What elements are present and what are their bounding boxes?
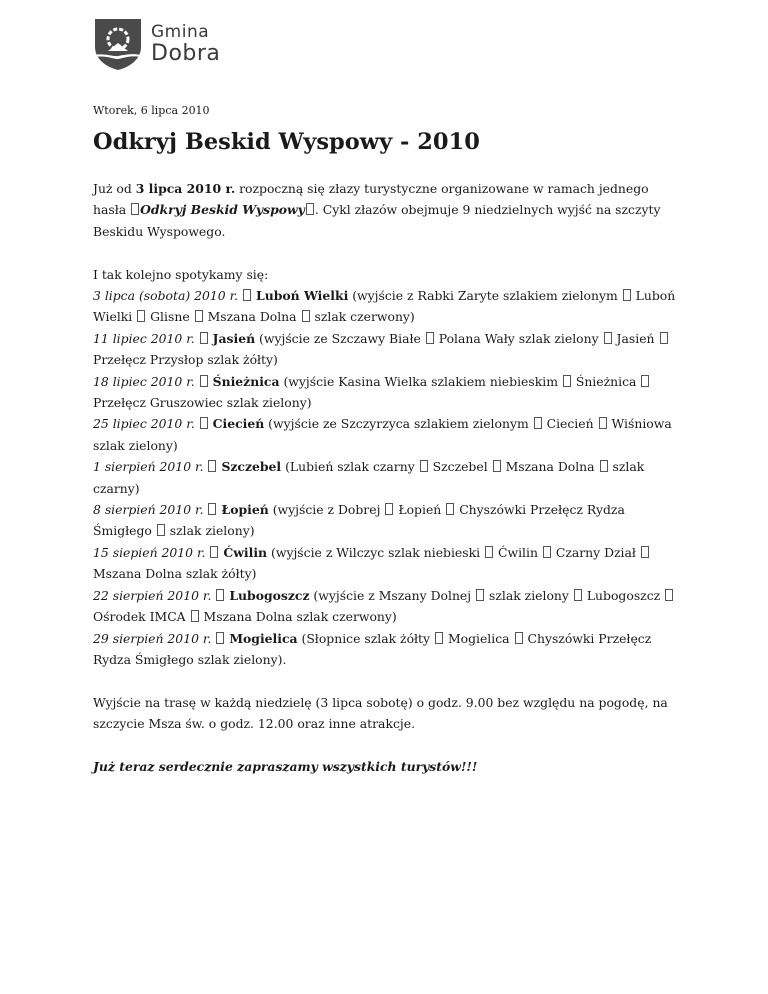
- schedule-route-stop: szlak czerwony): [314, 309, 415, 325]
- missing-glyph-icon: [515, 632, 523, 644]
- missing-glyph-icon: [476, 589, 484, 601]
- missing-glyph-icon: [131, 203, 139, 215]
- schedule-route-stop: Mszana Dolna: [505, 459, 595, 475]
- article-date: Wtorek, 6 lipca 2010: [93, 104, 210, 117]
- schedule-peak: Lubogoszcz: [229, 587, 310, 603]
- schedule-route-stop: Ćwilin: [497, 544, 538, 560]
- schedule-route-stop: Mogielica: [447, 630, 510, 646]
- missing-glyph-icon: [534, 417, 542, 429]
- missing-glyph-icon: [623, 289, 631, 301]
- schedule-item: [93, 499, 683, 542]
- schedule-desc: (Słopnice szlak żółty: [297, 630, 434, 646]
- schedule-item: [93, 585, 683, 628]
- article-body: [93, 178, 683, 777]
- schedule-desc: (wyjście z Rabki Zaryte szlakiem zielonym: [348, 288, 622, 304]
- missing-glyph-icon: [435, 632, 443, 644]
- schedule-date: 8 sierpień 2010 r.: [93, 502, 204, 518]
- schedule-item: [93, 456, 683, 499]
- schedule-route-stop: szlak zielony): [169, 523, 255, 539]
- missing-glyph-icon: [306, 203, 314, 215]
- schedule-desc: (wyjście Kasina Wielka szlakiem niebieskim: [279, 373, 562, 389]
- closing-text: Już teraz serdecznie zapraszamy wszystkich turystów!!!: [93, 758, 478, 774]
- schedule-desc: (Lubień szlak czarny: [281, 459, 419, 475]
- missing-glyph-icon: [665, 589, 673, 601]
- schedule-route-stop: Lubogoszcz: [586, 587, 661, 603]
- missing-glyph-icon: [426, 332, 434, 344]
- schedule-peak: Ciecień: [212, 416, 265, 432]
- schedule-route-stop: Czarny Dział: [555, 544, 636, 560]
- schedule-intro: I tak kolejno spotykamy się:: [93, 266, 269, 282]
- missing-glyph-icon: [200, 332, 208, 344]
- schedule-peak: Śnieżnica: [212, 373, 280, 389]
- article-title: Odkryj Beskid Wyspowy - 2010: [93, 129, 480, 155]
- missing-glyph-icon: [641, 546, 649, 558]
- schedule-desc: (wyjście z Mszany Dolnej: [309, 587, 476, 603]
- intro-slogan: Odkryj Beskid Wyspowy: [140, 202, 305, 218]
- schedule-route-stop: Łopień: [398, 502, 442, 518]
- missing-glyph-icon: [641, 375, 649, 387]
- schedule-item: [93, 371, 683, 414]
- missing-glyph-icon: [485, 546, 493, 558]
- brand-line1: Gmina: [151, 22, 210, 42]
- missing-glyph-icon: [210, 546, 218, 558]
- schedule-route-stop: Ciecień: [546, 416, 594, 432]
- schedule-route-stop: Mszana Dolna: [207, 309, 297, 325]
- schedule-date: 22 sierpień 2010 r.: [93, 587, 212, 603]
- departure-paragraph: Wyjście na trasę w każdą niedzielę (3 lipca sobotę) o godz. 9.00 bez względu na pogodę, na szczycie Msza św. o godz. 12.00 oraz inne atrakcje.: [93, 694, 668, 732]
- missing-glyph-icon: [302, 310, 310, 322]
- schedule-route-stop: Szczebel: [432, 459, 488, 475]
- schedule-item: [93, 413, 683, 456]
- site-header: [93, 17, 220, 71]
- schedule-route-stop: Przełęcz Przysłop szlak żółty): [93, 352, 278, 368]
- missing-glyph-icon: [446, 503, 454, 515]
- schedule-item: [93, 328, 683, 371]
- schedule-date: 15 siepień 2010 r.: [93, 544, 206, 560]
- closing-paragraph: [93, 756, 683, 777]
- schedule-route-stop: Ośrodek IMCA: [93, 609, 186, 625]
- schedule-route-stop: Mszana Dolna szlak żółty): [93, 566, 257, 582]
- schedule-route-stop: Chyszówki Przełęcz Rydza Śmigłego szlak zielony).: [93, 630, 652, 667]
- missing-glyph-icon: [157, 524, 165, 536]
- missing-glyph-icon: [493, 460, 501, 472]
- schedule-route-stop: Przełęcz Gruszowiec szlak zielony): [93, 395, 312, 411]
- missing-glyph-icon: [243, 289, 251, 301]
- gmina-dobra-crest-icon: [93, 17, 143, 71]
- schedule-route-stop: Śnieżnica: [575, 373, 637, 389]
- schedule-item: [93, 285, 683, 328]
- schedule-route-stop: szlak zielony: [489, 587, 569, 603]
- missing-glyph-icon: [200, 375, 208, 387]
- schedule-date: 29 sierpień 2010 r.: [93, 630, 212, 646]
- brand-line2: Dobra: [151, 41, 221, 66]
- missing-glyph-icon: [208, 460, 216, 472]
- missing-glyph-icon: [137, 310, 145, 322]
- schedule-item: [93, 628, 683, 671]
- missing-glyph-icon: [574, 589, 582, 601]
- missing-glyph-icon: [420, 460, 428, 472]
- schedule-route-stop: Wiśniowa szlak zielony): [93, 416, 672, 453]
- schedule-date: 25 lipiec 2010 r.: [93, 416, 195, 432]
- schedule-route-stop: Luboń Wielki: [93, 288, 676, 325]
- intro-post: . Cykl złazów obejmuje 9 niedzielnych wyjść na szczyty Beskidu Wyspowego.: [93, 202, 661, 239]
- missing-glyph-icon: [216, 632, 224, 644]
- schedule-peak: Mogielica: [229, 630, 298, 646]
- intro-bold-date: 3 lipca 2010 r.: [135, 181, 236, 196]
- schedule-date: 3 lipca (sobota) 2010 r.: [93, 288, 239, 304]
- schedule-date: 1 sierpień 2010 r.: [93, 459, 204, 475]
- schedule-route-stop: Jasień: [616, 330, 655, 346]
- missing-glyph-icon: [195, 310, 203, 322]
- brand-name: [151, 22, 220, 66]
- schedule-peak: Jasień: [212, 330, 256, 346]
- schedule-route-stop: szlak czarny): [93, 459, 645, 496]
- schedule-route-stop: Glisne: [150, 309, 190, 325]
- schedule-date: 18 lipiec 2010 r.: [93, 373, 195, 389]
- schedule-route-stop: Mszana Dolna szlak czerwony): [203, 609, 397, 625]
- missing-glyph-icon: [599, 417, 607, 429]
- schedule-item: [93, 542, 683, 585]
- missing-glyph-icon: [543, 546, 551, 558]
- schedule-desc: (wyjście z Wilczyc szlak niebieski: [267, 544, 485, 560]
- missing-glyph-icon: [600, 460, 608, 472]
- missing-glyph-icon: [208, 503, 216, 515]
- schedule-route-stop: Chyszówki Przełęcz Rydza Śmigłego: [93, 502, 625, 539]
- schedule-peak: Luboń Wielki: [256, 288, 349, 304]
- missing-glyph-icon: [563, 375, 571, 387]
- schedule-desc: (wyjście ze Szczawy Białe: [255, 330, 425, 346]
- missing-glyph-icon: [604, 332, 612, 344]
- missing-glyph-icon: [191, 610, 199, 622]
- schedule-date: 11 lipiec 2010 r.: [93, 330, 195, 346]
- missing-glyph-icon: [660, 332, 668, 344]
- schedule-route-stop: Polana Wały szlak zielony: [438, 330, 599, 346]
- missing-glyph-icon: [216, 589, 224, 601]
- intro-mid: rozpoczną się złazy turystyczne organizowane w ramach jednego hasła: [93, 181, 649, 218]
- schedule-desc: (wyjście ze Szczyrzyca szlakiem zielonym: [264, 416, 533, 432]
- missing-glyph-icon: [385, 503, 393, 515]
- schedule-desc: (wyjście z Dobrej: [268, 502, 385, 518]
- intro-pre: Już od: [93, 181, 136, 196]
- schedule-peak: Łopień: [221, 502, 269, 518]
- missing-glyph-icon: [200, 417, 208, 429]
- schedule-peak: Szczebel: [221, 459, 282, 475]
- schedule-list: [93, 285, 683, 670]
- schedule-peak: Ćwilin: [223, 544, 268, 560]
- intro-paragraph: [93, 178, 683, 242]
